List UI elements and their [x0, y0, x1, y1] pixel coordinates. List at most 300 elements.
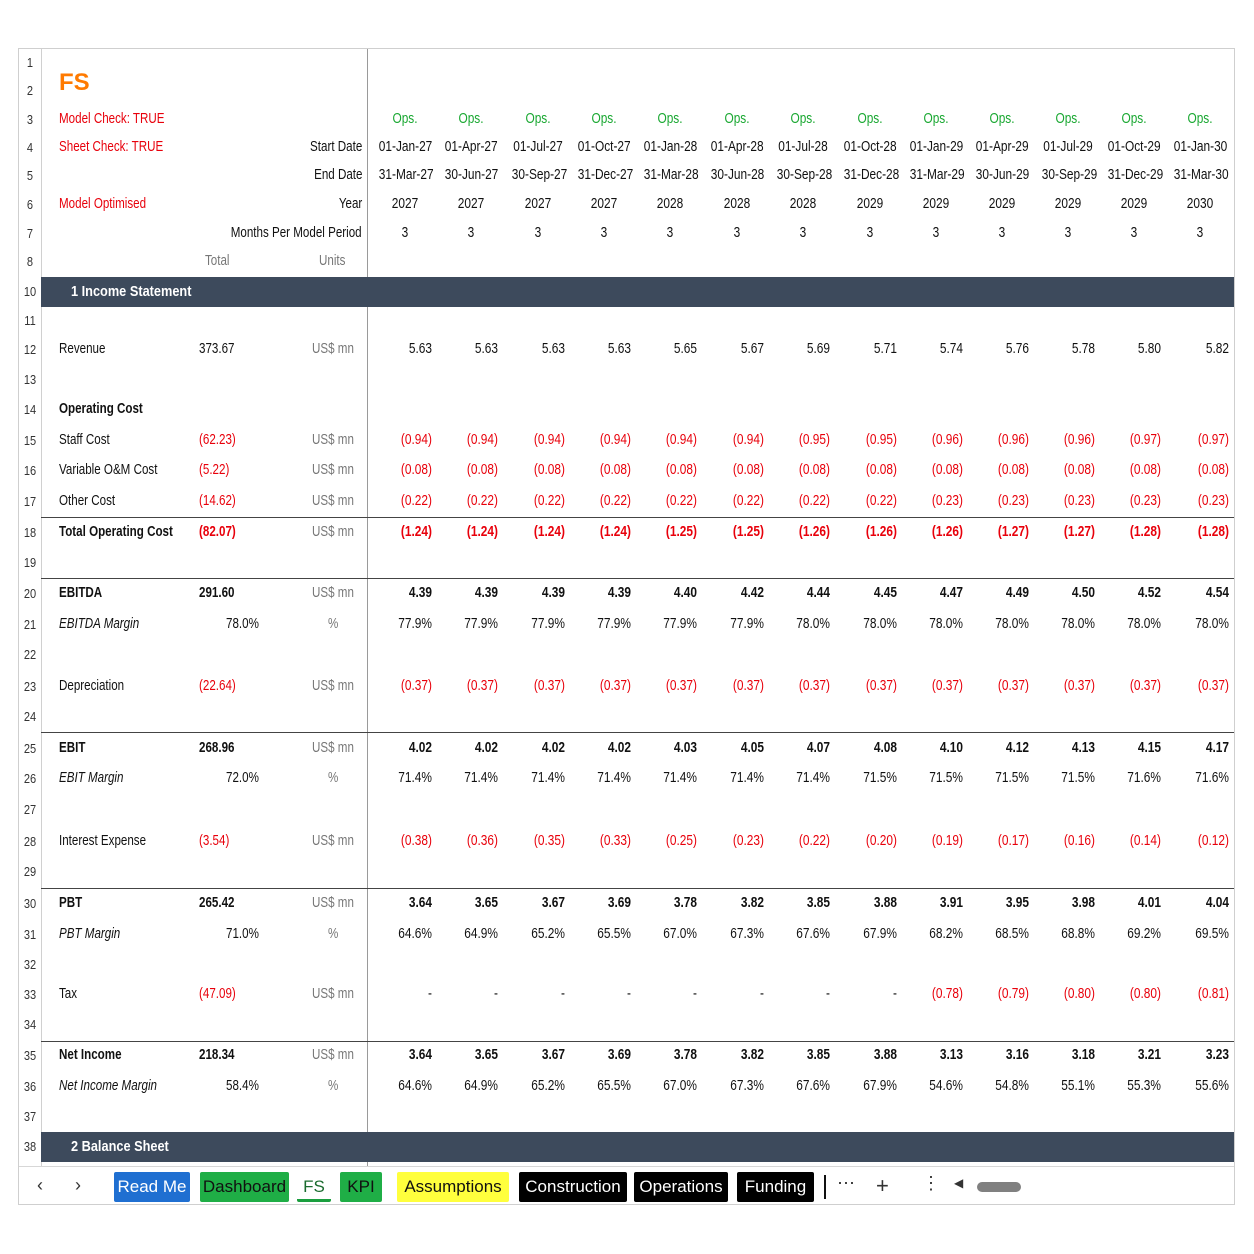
period-value-cell[interactable]: (0.23) [1063, 493, 1095, 509]
period-year[interactable]: 2029 [988, 196, 1016, 212]
row-number[interactable]: 5 [26, 168, 34, 183]
row-number[interactable]: 17 [23, 494, 37, 509]
row-total[interactable]: (22.64) [199, 678, 236, 694]
period-value-cell[interactable]: 4.05 [740, 740, 764, 756]
row-number[interactable]: 3 [26, 112, 34, 127]
row-total[interactable]: 373.67 [199, 341, 235, 357]
period-value-cell[interactable]: 71.5% [863, 770, 897, 786]
period-phase[interactable]: Ops. [657, 111, 683, 127]
period-value-cell[interactable]: (0.19) [931, 833, 963, 849]
period-months[interactable]: 3 [534, 225, 542, 241]
period-value-cell[interactable]: (0.94) [665, 432, 697, 448]
period-value-cell[interactable]: (0.94) [732, 432, 764, 448]
period-year[interactable]: 2027 [391, 196, 419, 212]
row-units[interactable]: US$ mn [312, 986, 354, 1002]
row-number[interactable]: 1 [26, 55, 34, 70]
row-number[interactable]: 29 [23, 864, 37, 879]
row-number[interactable]: 20 [23, 586, 37, 601]
row-label[interactable]: Interest Expense [59, 833, 147, 849]
period-value-cell[interactable]: 3.78 [673, 1047, 697, 1063]
period-value-cell[interactable]: (0.37) [599, 678, 631, 694]
period-year[interactable]: 2029 [1054, 196, 1082, 212]
row-units[interactable]: US$ mn [312, 493, 354, 509]
period-phase[interactable]: Ops. [1121, 111, 1147, 127]
period-value-cell[interactable]: (0.94) [599, 432, 631, 448]
period-value-cell[interactable]: - [561, 986, 565, 1002]
period-value-cell[interactable]: 5.63 [541, 341, 565, 357]
period-value-cell[interactable]: - [627, 986, 631, 1002]
period-value-cell[interactable]: (0.37) [798, 678, 830, 694]
row-number[interactable]: 7 [26, 226, 34, 241]
period-value-cell[interactable]: (0.08) [599, 462, 631, 478]
row-units[interactable]: US$ mn [312, 895, 354, 911]
period-value-cell[interactable]: 67.0% [663, 1078, 697, 1094]
period-months[interactable]: 3 [866, 225, 874, 241]
period-value-cell[interactable]: (0.22) [599, 493, 631, 509]
period-months[interactable]: 3 [666, 225, 674, 241]
period-value-cell[interactable]: (1.28) [1129, 524, 1161, 540]
period-value-cell[interactable]: 65.5% [597, 1078, 631, 1094]
period-value-cell[interactable]: (0.20) [865, 833, 897, 849]
row-label[interactable]: EBIT Margin [59, 770, 124, 786]
period-value-cell[interactable]: 3.23 [1205, 1047, 1229, 1063]
period-value-cell[interactable]: 3.69 [607, 895, 631, 911]
period-value-cell[interactable]: 4.40 [673, 585, 697, 601]
add-sheet-icon[interactable]: + [876, 1173, 889, 1198]
row-total[interactable]: (47.09) [199, 986, 236, 1002]
period-value-cell[interactable]: 4.04 [1205, 895, 1229, 911]
period-value-cell[interactable]: 5.69 [806, 341, 830, 357]
row-number[interactable]: 36 [23, 1079, 37, 1094]
period-end-date[interactable]: 31-Mar-27 [378, 167, 434, 183]
period-value-cell[interactable]: (0.25) [665, 833, 697, 849]
row-total[interactable]: (3.54) [199, 833, 230, 849]
row-number[interactable]: 19 [23, 555, 37, 570]
row-number[interactable]: 11 [24, 313, 36, 328]
period-value-cell[interactable]: 67.3% [730, 926, 764, 942]
period-value-cell[interactable]: (0.80) [1063, 986, 1095, 1002]
row-number[interactable]: 8 [26, 254, 34, 269]
row-total[interactable]: (5.22) [199, 462, 230, 478]
period-value-cell[interactable]: 4.03 [673, 740, 697, 756]
period-value-cell[interactable]: 55.3% [1127, 1078, 1161, 1094]
period-end-date[interactable]: 30-Jun-27 [444, 167, 499, 183]
period-value-cell[interactable]: - [893, 986, 897, 1002]
period-value-cell[interactable]: 65.2% [531, 926, 565, 942]
row-label[interactable]: Total Operating Cost [59, 524, 173, 540]
period-value-cell[interactable]: 5.67 [740, 341, 764, 357]
row-number[interactable]: 25 [23, 741, 37, 756]
sheet-tab-read-me[interactable]: Read Me [114, 1172, 190, 1202]
row-number[interactable]: 6 [26, 197, 34, 212]
period-value-cell[interactable]: 4.39 [541, 585, 565, 601]
row-total[interactable]: (82.07) [199, 524, 236, 540]
period-value-cell[interactable]: - [693, 986, 697, 1002]
period-value-cell[interactable]: 3.85 [806, 1047, 830, 1063]
row-total[interactable]: 268.96 [199, 740, 235, 756]
period-start-date[interactable]: 01-Oct-29 [1107, 139, 1161, 155]
period-value-cell[interactable]: (0.22) [798, 833, 830, 849]
period-value-cell[interactable]: (0.94) [533, 432, 565, 448]
scroll-left-icon[interactable]: ◀ [954, 1176, 964, 1190]
period-phase[interactable]: Ops. [857, 111, 883, 127]
period-value-cell[interactable]: 64.6% [398, 1078, 432, 1094]
period-value-cell[interactable]: (0.08) [533, 462, 565, 478]
period-value-cell[interactable]: 67.0% [663, 926, 697, 942]
period-value-cell[interactable]: 77.9% [531, 616, 565, 632]
period-value-cell[interactable]: 65.5% [597, 926, 631, 942]
period-start-date[interactable]: 01-Apr-29 [975, 139, 1029, 155]
period-value-cell[interactable]: 54.8% [995, 1078, 1029, 1094]
period-value-cell[interactable]: (0.79) [997, 986, 1029, 1002]
period-value-cell[interactable]: (0.08) [798, 462, 830, 478]
period-months[interactable]: 3 [401, 225, 409, 241]
period-year[interactable]: 2028 [789, 196, 817, 212]
period-value-cell[interactable]: (0.08) [1063, 462, 1095, 478]
row-number[interactable]: 28 [23, 834, 37, 849]
period-value-cell[interactable]: 67.9% [863, 1078, 897, 1094]
period-year[interactable]: 2029 [856, 196, 884, 212]
period-months[interactable]: 3 [1196, 225, 1204, 241]
row-total[interactable]: (62.23) [199, 432, 236, 448]
row-label[interactable]: Depreciation [59, 678, 125, 694]
period-value-cell[interactable]: (0.23) [931, 493, 963, 509]
period-year[interactable]: 2030 [1186, 196, 1214, 212]
period-value-cell[interactable]: 4.02 [541, 740, 565, 756]
period-start-date[interactable]: 01-Jan-28 [643, 139, 698, 155]
period-end-date[interactable]: 31-Dec-29 [1107, 167, 1164, 183]
row-label[interactable]: Net Income [59, 1047, 122, 1063]
period-value-cell[interactable]: 3.69 [607, 1047, 631, 1063]
period-value-cell[interactable]: (0.22) [533, 493, 565, 509]
period-value-cell[interactable]: 5.65 [673, 341, 697, 357]
period-value-cell[interactable]: 78.0% [796, 616, 830, 632]
period-value-cell[interactable]: (0.37) [533, 678, 565, 694]
period-value-cell[interactable]: 78.0% [1195, 616, 1229, 632]
period-value-cell[interactable]: (0.08) [1197, 462, 1229, 478]
row-number[interactable]: 26 [23, 771, 37, 786]
period-value-cell[interactable]: (0.37) [931, 678, 963, 694]
period-months[interactable]: 3 [932, 225, 940, 241]
period-value-cell[interactable]: 71.6% [1195, 770, 1229, 786]
period-value-cell[interactable]: 4.15 [1137, 740, 1161, 756]
period-value-cell[interactable]: 71.4% [796, 770, 830, 786]
period-end-date[interactable]: 31-Dec-27 [577, 167, 634, 183]
period-end-date[interactable]: 30-Sep-27 [511, 167, 568, 183]
period-phase[interactable]: Ops. [923, 111, 949, 127]
period-phase[interactable]: Ops. [392, 111, 418, 127]
row-number[interactable]: 35 [23, 1048, 37, 1063]
period-end-date[interactable]: 31-Mar-28 [643, 167, 699, 183]
period-value-cell[interactable]: (0.96) [997, 432, 1029, 448]
row-label[interactable]: PBT Margin [59, 926, 121, 942]
row-label[interactable]: Variable O&M Cost [59, 462, 158, 478]
period-value-cell[interactable]: (0.08) [732, 462, 764, 478]
row-units[interactable]: US$ mn [312, 524, 354, 540]
period-value-cell[interactable]: 3.85 [806, 895, 830, 911]
row-label[interactable]: Operating Cost [59, 401, 143, 417]
period-phase[interactable]: Ops. [458, 111, 484, 127]
period-value-cell[interactable]: (0.08) [997, 462, 1029, 478]
period-start-date[interactable]: 01-Jul-28 [778, 139, 828, 155]
period-year[interactable]: 2029 [922, 196, 950, 212]
period-value-cell[interactable]: - [826, 986, 830, 1002]
period-months[interactable]: 3 [1064, 225, 1072, 241]
row-number[interactable]: 14 [23, 402, 37, 417]
period-value-cell[interactable]: 55.1% [1061, 1078, 1095, 1094]
period-value-cell[interactable]: (1.28) [1197, 524, 1229, 540]
row-total[interactable]: 78.0% [226, 616, 259, 632]
period-value-cell[interactable]: (0.16) [1063, 833, 1095, 849]
period-value-cell[interactable]: 4.12 [1005, 740, 1029, 756]
period-start-date[interactable]: 01-Jan-27 [378, 139, 433, 155]
row-label[interactable]: Net Income Margin [59, 1078, 157, 1094]
period-value-cell[interactable]: - [494, 986, 498, 1002]
period-value-cell[interactable]: (0.08) [466, 462, 498, 478]
period-value-cell[interactable]: 3.78 [673, 895, 697, 911]
prev-sheet-arrow-icon[interactable]: ‹ [37, 1175, 43, 1195]
period-value-cell[interactable]: 78.0% [929, 616, 963, 632]
period-months[interactable]: 3 [799, 225, 807, 241]
period-value-cell[interactable]: 71.4% [597, 770, 631, 786]
row-total[interactable]: 291.60 [199, 585, 235, 601]
period-value-cell[interactable]: (0.37) [1197, 678, 1229, 694]
row-number[interactable]: 32 [23, 957, 37, 972]
period-value-cell[interactable]: (0.96) [931, 432, 963, 448]
period-value-cell[interactable]: (0.08) [865, 462, 897, 478]
period-value-cell[interactable]: 77.9% [663, 616, 697, 632]
period-value-cell[interactable]: (0.33) [599, 833, 631, 849]
row-number[interactable]: 10 [23, 284, 37, 299]
period-value-cell[interactable]: 3.65 [474, 895, 498, 911]
sheet-tab-dashboard[interactable]: Dashboard [200, 1172, 289, 1202]
row-number[interactable]: 37 [23, 1109, 37, 1124]
row-number[interactable]: 15 [23, 433, 37, 448]
period-value-cell[interactable]: 5.74 [939, 341, 963, 357]
period-value-cell[interactable]: 4.10 [939, 740, 963, 756]
period-value-cell[interactable]: 71.6% [1127, 770, 1161, 786]
period-end-date[interactable]: 30-Sep-28 [776, 167, 833, 183]
period-start-date[interactable]: 01-Oct-27 [577, 139, 631, 155]
period-value-cell[interactable]: 71.4% [663, 770, 697, 786]
sheet-tab-fs[interactable]: FS [297, 1172, 331, 1202]
period-value-cell[interactable]: 5.82 [1205, 341, 1229, 357]
period-year[interactable]: 2029 [1120, 196, 1148, 212]
period-months[interactable]: 3 [733, 225, 741, 241]
period-year[interactable]: 2028 [723, 196, 751, 212]
period-value-cell[interactable]: (0.38) [400, 833, 432, 849]
row-number[interactable]: 24 [23, 709, 37, 724]
period-value-cell[interactable]: (0.08) [931, 462, 963, 478]
period-value-cell[interactable]: 4.47 [939, 585, 963, 601]
period-phase[interactable]: Ops. [724, 111, 750, 127]
period-value-cell[interactable]: 67.6% [796, 1078, 830, 1094]
period-value-cell[interactable]: 3.82 [740, 1047, 764, 1063]
period-value-cell[interactable]: 3.98 [1071, 895, 1095, 911]
period-phase[interactable]: Ops. [1187, 111, 1213, 127]
row-label[interactable]: Staff Cost [59, 432, 110, 448]
period-value-cell[interactable]: 5.63 [408, 341, 432, 357]
period-value-cell[interactable]: (0.22) [400, 493, 432, 509]
row-number[interactable]: 18 [23, 525, 37, 540]
row-units[interactable]: US$ mn [312, 462, 354, 478]
period-value-cell[interactable]: 68.2% [929, 926, 963, 942]
period-value-cell[interactable]: 3.82 [740, 895, 764, 911]
row-label[interactable]: EBIT [59, 740, 86, 756]
period-value-cell[interactable]: 55.6% [1195, 1078, 1229, 1094]
period-value-cell[interactable]: 4.54 [1205, 585, 1229, 601]
period-value-cell[interactable]: 77.9% [464, 616, 498, 632]
period-value-cell[interactable]: (0.17) [997, 833, 1029, 849]
row-number[interactable]: 13 [23, 372, 37, 387]
period-value-cell[interactable]: 71.4% [464, 770, 498, 786]
period-value-cell[interactable]: (1.27) [1063, 524, 1095, 540]
period-value-cell[interactable]: 4.13 [1071, 740, 1095, 756]
period-value-cell[interactable]: (0.37) [997, 678, 1029, 694]
period-value-cell[interactable]: 5.71 [873, 341, 897, 357]
period-value-cell[interactable]: 69.2% [1127, 926, 1161, 942]
row-units[interactable]: US$ mn [312, 740, 354, 756]
period-value-cell[interactable]: (0.22) [732, 493, 764, 509]
period-value-cell[interactable]: (0.22) [466, 493, 498, 509]
period-end-date[interactable]: 31-Dec-28 [843, 167, 900, 183]
period-value-cell[interactable]: 64.6% [398, 926, 432, 942]
row-number[interactable]: 12 [23, 342, 37, 357]
period-value-cell[interactable]: (0.80) [1129, 986, 1161, 1002]
period-value-cell[interactable]: 5.63 [607, 341, 631, 357]
period-value-cell[interactable]: (1.24) [466, 524, 498, 540]
period-value-cell[interactable]: 78.0% [995, 616, 1029, 632]
period-end-date[interactable]: 30-Sep-29 [1041, 167, 1098, 183]
row-number[interactable]: 27 [23, 802, 37, 817]
sheet-tab-funding[interactable]: Funding [737, 1172, 814, 1202]
row-number[interactable]: 31 [23, 927, 37, 942]
period-phase[interactable]: Ops. [989, 111, 1015, 127]
period-start-date[interactable]: 01-Apr-28 [710, 139, 764, 155]
period-value-cell[interactable]: (0.37) [1063, 678, 1095, 694]
period-value-cell[interactable]: (0.36) [466, 833, 498, 849]
period-start-date[interactable]: 01-Apr-27 [444, 139, 498, 155]
period-value-cell[interactable]: (0.81) [1197, 986, 1229, 1002]
row-units[interactable]: % [328, 770, 339, 786]
period-value-cell[interactable]: (0.37) [665, 678, 697, 694]
period-value-cell[interactable]: 4.52 [1137, 585, 1161, 601]
sheet-tab-assumptions[interactable]: Assumptions [397, 1172, 509, 1202]
period-value-cell[interactable]: 68.8% [1061, 926, 1095, 942]
period-value-cell[interactable]: 4.49 [1005, 585, 1029, 601]
period-value-cell[interactable]: (0.22) [798, 493, 830, 509]
row-total[interactable]: 71.0% [226, 926, 259, 942]
period-start-date[interactable]: 01-Jul-27 [513, 139, 563, 155]
period-value-cell[interactable]: 4.01 [1137, 895, 1161, 911]
row-number[interactable]: 33 [23, 987, 37, 1002]
period-value-cell[interactable]: 77.9% [597, 616, 631, 632]
period-value-cell[interactable]: (0.23) [997, 493, 1029, 509]
row-units[interactable]: US$ mn [312, 341, 354, 357]
period-year[interactable]: 2027 [524, 196, 552, 212]
period-value-cell[interactable]: (0.14) [1129, 833, 1161, 849]
period-value-cell[interactable]: (0.97) [1129, 432, 1161, 448]
period-end-date[interactable]: 30-Jun-28 [710, 167, 765, 183]
period-value-cell[interactable]: 5.63 [474, 341, 498, 357]
row-label[interactable]: Tax [59, 986, 78, 1002]
period-value-cell[interactable]: 4.08 [873, 740, 897, 756]
period-phase[interactable]: Ops. [591, 111, 617, 127]
row-units[interactable]: % [328, 926, 339, 942]
period-value-cell[interactable]: (0.08) [400, 462, 432, 478]
period-value-cell[interactable]: 3.64 [408, 1047, 432, 1063]
period-months[interactable]: 3 [467, 225, 475, 241]
period-value-cell[interactable]: (0.23) [1129, 493, 1161, 509]
period-value-cell[interactable]: 4.17 [1205, 740, 1229, 756]
period-value-cell[interactable]: 5.78 [1071, 341, 1095, 357]
period-value-cell[interactable]: 71.4% [730, 770, 764, 786]
period-value-cell[interactable]: 3.88 [873, 895, 897, 911]
row-number[interactable]: 34 [23, 1017, 37, 1032]
period-start-date[interactable]: 01-Oct-28 [843, 139, 897, 155]
period-value-cell[interactable]: 67.3% [730, 1078, 764, 1094]
row-units[interactable]: US$ mn [312, 1047, 354, 1063]
period-value-cell[interactable]: (1.24) [400, 524, 432, 540]
period-value-cell[interactable]: 4.39 [408, 585, 432, 601]
period-value-cell[interactable]: (0.94) [400, 432, 432, 448]
period-value-cell[interactable]: 3.21 [1137, 1047, 1161, 1063]
period-value-cell[interactable]: (0.78) [931, 986, 963, 1002]
row-units[interactable]: US$ mn [312, 432, 354, 448]
sheet-menu-icon[interactable]: ⋮ [922, 1173, 940, 1193]
period-value-cell[interactable]: (0.22) [665, 493, 697, 509]
row-total[interactable]: 58.4% [226, 1078, 259, 1094]
period-value-cell[interactable]: 5.76 [1005, 341, 1029, 357]
row-units[interactable]: % [328, 1078, 339, 1094]
period-value-cell[interactable]: 4.39 [607, 585, 631, 601]
period-start-date[interactable]: 01-Jul-29 [1043, 139, 1093, 155]
period-value-cell[interactable]: (1.26) [865, 524, 897, 540]
period-value-cell[interactable]: 78.0% [1061, 616, 1095, 632]
period-value-cell[interactable]: (0.96) [1063, 432, 1095, 448]
period-value-cell[interactable]: 3.18 [1071, 1047, 1095, 1063]
next-sheet-arrow-icon[interactable]: › [75, 1175, 81, 1195]
period-phase[interactable]: Ops. [525, 111, 551, 127]
period-end-date[interactable]: 31-Mar-30 [1173, 167, 1229, 183]
row-number[interactable]: 16 [23, 463, 37, 478]
period-year[interactable]: 2027 [590, 196, 618, 212]
period-value-cell[interactable]: (0.94) [466, 432, 498, 448]
row-number[interactable]: 21 [23, 617, 37, 632]
period-value-cell[interactable]: 4.02 [474, 740, 498, 756]
period-value-cell[interactable]: (0.37) [865, 678, 897, 694]
more-sheets-icon[interactable]: ⋯ [837, 1173, 855, 1193]
period-value-cell[interactable]: 78.0% [863, 616, 897, 632]
period-value-cell[interactable]: 68.5% [995, 926, 1029, 942]
period-value-cell[interactable]: (0.23) [732, 833, 764, 849]
period-value-cell[interactable]: - [760, 986, 764, 1002]
row-units[interactable]: % [328, 616, 339, 632]
row-label[interactable]: EBITDA Margin [59, 616, 140, 632]
period-value-cell[interactable]: 5.80 [1137, 341, 1161, 357]
row-number[interactable]: 38 [23, 1139, 37, 1154]
period-value-cell[interactable]: 3.13 [939, 1047, 963, 1063]
row-units[interactable]: US$ mn [312, 585, 354, 601]
period-value-cell[interactable]: 4.44 [806, 585, 830, 601]
period-value-cell[interactable]: 3.64 [408, 895, 432, 911]
period-value-cell[interactable]: (1.24) [599, 524, 631, 540]
period-value-cell[interactable]: (1.26) [798, 524, 830, 540]
period-value-cell[interactable]: (0.35) [533, 833, 565, 849]
period-value-cell[interactable]: 4.02 [408, 740, 432, 756]
period-year[interactable]: 2027 [457, 196, 485, 212]
period-value-cell[interactable]: 64.9% [464, 926, 498, 942]
